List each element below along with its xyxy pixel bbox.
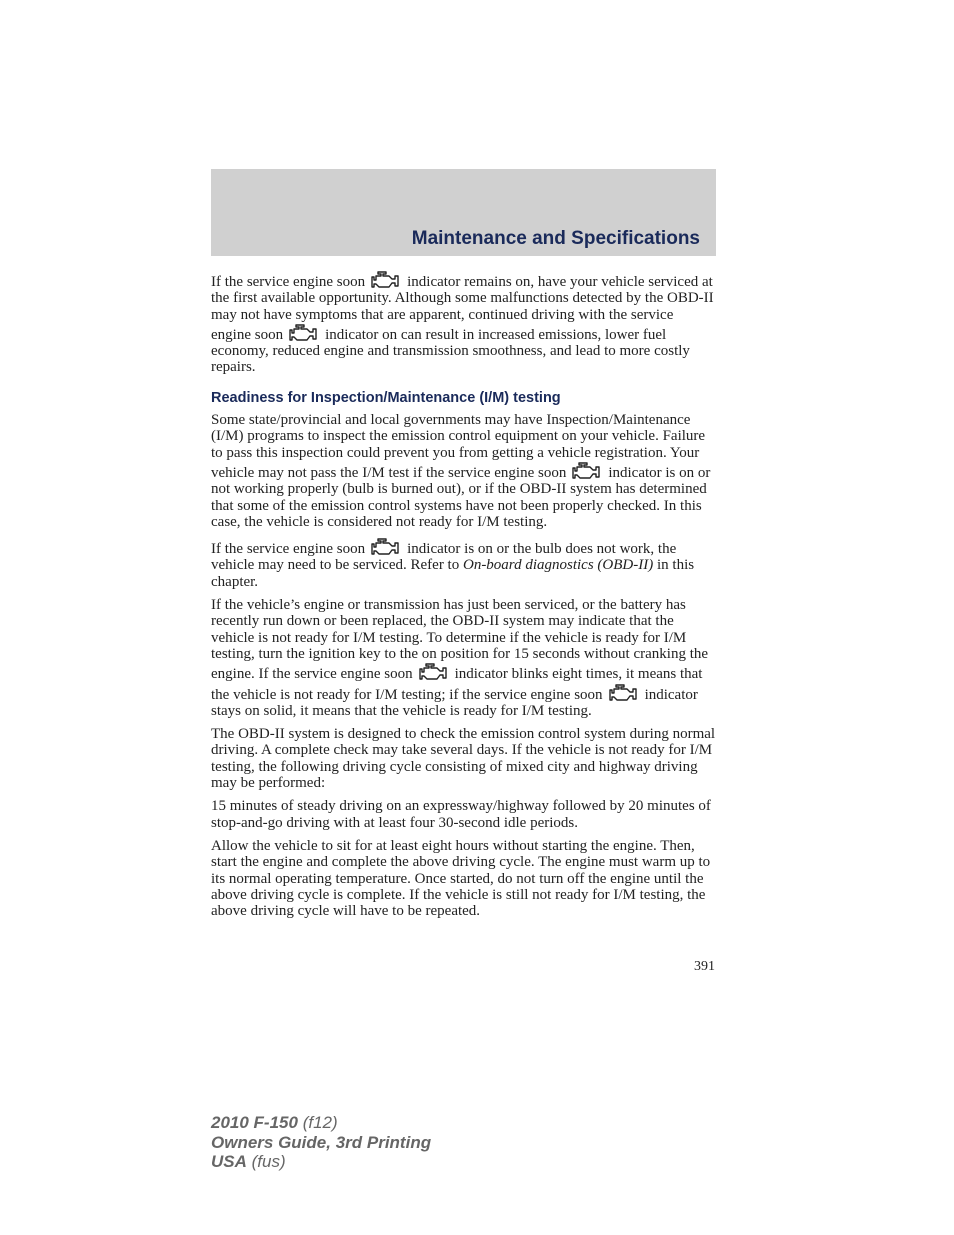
- section-title: Maintenance and Specifications: [411, 228, 700, 249]
- check-engine-icon: [369, 270, 401, 290]
- check-engine-icon: [287, 323, 319, 343]
- paragraph-7: Allow the vehicle to sit for at least eight hours without starting the engine. Then, start the engine and complete the above driving cycle. The engine must warm up to its normal operating temperature. Once started, do not turn off the engine until the above driving cycle is complete. If the vehicle is still not ready for I/M testing, the above driving cycle will have to be repeated.: [211, 837, 711, 920]
- check-engine-icon: [607, 683, 639, 703]
- footer-line-3: USA (fus): [211, 1152, 286, 1171]
- page-number: 391: [694, 959, 715, 974]
- paragraph-1: If the service engine soon indicator remains on, have your vehicle serviced at the first available opportunity. Although some malfunctions detected by the OBD-II may not have symptoms that are apparent, continued driving with the service engine soon indicator on can result in increased emissions, lower fuel economy, reduced engine and transmission smoothness, and lead to more costly repairs.: [211, 270, 716, 376]
- footer-line-1: 2010 F-150 (f12): [211, 1113, 338, 1132]
- paragraph-4: If the vehicle’s engine or transmission has just been serviced, or the battery has recently run down or been replaced, the OBD-II system may indicate that the vehicle is not ready for I/M testing. To determine if the vehicle is ready for I/M testing, turn the ignition key to the on position for 15 seconds without cranking the engine. If the service engine soon indicator blinks eight times, it means that the vehicle is not ready for I/M testing; if the service engine soon indicator stays on solid, it means that the vehicle is ready for I/M testing.: [211, 597, 709, 719]
- document-footer: [211, 1113, 431, 1172]
- paragraph-6: 15 minutes of steady driving on an expressway/highway followed by 20 minutes of stop-and-go driving with at least four 30-second idle periods.: [211, 798, 711, 831]
- check-engine-icon: [570, 461, 602, 481]
- paragraph-3: If the service engine soon indicator is on or the bulb does not work, the vehicle may need to be serviced. Refer to On-board diagnostics (OBD-II) in this chapter.: [211, 537, 716, 590]
- paragraph-5: The OBD-II system is designed to check the emission control system during normal driving. A complete check may take several days. If the vehicle is not ready for I/M testing, the following driving cycle consisting of mixed city and highway driving may be performed:: [211, 726, 716, 792]
- section-header-band: [211, 169, 716, 256]
- page-content: [211, 270, 716, 926]
- check-engine-icon: [369, 537, 401, 557]
- cross-reference: On-board diagnostics (OBD-II): [462, 557, 654, 574]
- check-engine-icon: [417, 662, 449, 682]
- paragraph-2: Some state/provincial and local governments may have Inspection/Maintenance (I/M) programs to inspect the emission control equipment on your vehicle. Failure to pass this inspection could prevent you from getting a vehicle registration. Your vehicle may not pass the I/M test if the service engine soon indicator is on or not working properly (bulb is burned out), or if the OBD-II system has determined that some of the emission control systems have not been properly checked. In this case, the vehicle is considered not ready for I/M testing.: [211, 412, 711, 530]
- footer-line-2: Owners Guide, 3rd Printing: [211, 1132, 432, 1152]
- section-heading: Readiness for Inspection/Maintenance (I/M) testing: [211, 389, 561, 406]
